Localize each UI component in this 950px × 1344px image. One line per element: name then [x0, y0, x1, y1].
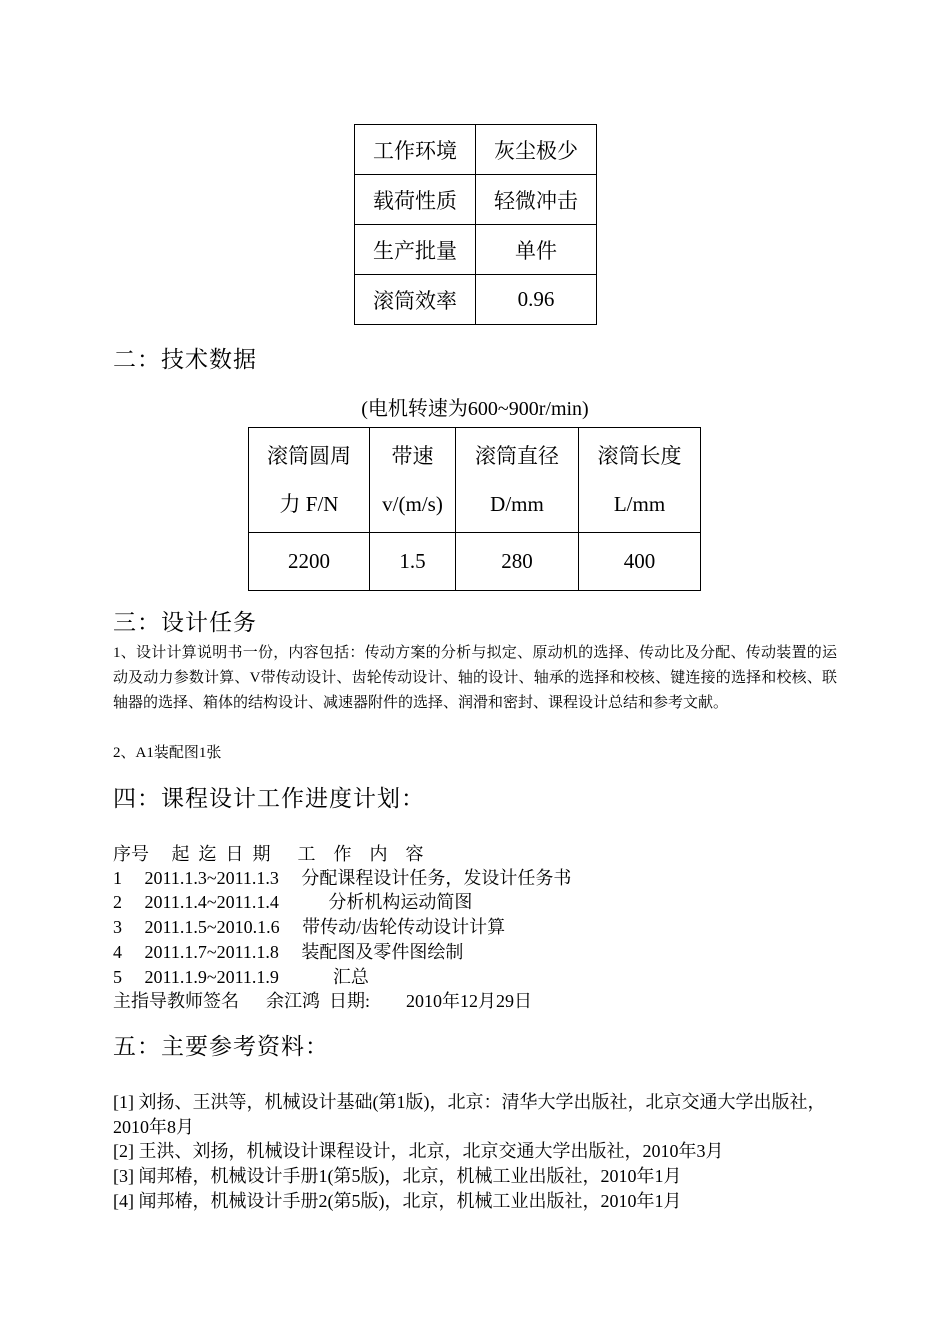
section-heading-tech-data: 二：技术数据 [113, 347, 257, 373]
header-line: 滚筒圆周 [267, 444, 351, 468]
table-caption: (电机转速为600~900r/min) [361, 398, 589, 420]
reference-item: [2] 王洪、刘扬，机械设计课程设计，北京，北京交通大学出版社，2010年3月 [113, 1141, 724, 1161]
section-heading-schedule: 四：课程设计工作进度计划： [113, 786, 425, 812]
table-row [249, 533, 701, 591]
task-item-1: 1、设计计算说明书一份，内容包括：传动方案的分析与拟定、原动机的选择、传动比及分配、传动装置的运动及动力参数计算、V带传动设计、齿轮传动设计、轴的设计、轴承的选择和校核、键连接的选择和校核、联轴器的选择、箱体的结构设计、减速器附件的选择、润滑和密封、课程设计总结和参考文献。 [113, 645, 837, 711]
header-line: 力 F/N [279, 492, 339, 516]
table-row [355, 175, 597, 225]
table-cell: 0.96 [476, 275, 597, 325]
header-line: 滚筒直径 [475, 444, 559, 468]
table-cell: 灰尘极少 [476, 125, 597, 175]
table-cell: 1.5 [370, 533, 456, 591]
reference-item: [1] 刘扬、王洪等，机械设计基础(第1版)，北京：清华大学出版社，北京交通大学出版社，2010年8月 [113, 1092, 826, 1137]
table-header-cell [456, 428, 579, 533]
environment-table [354, 124, 597, 325]
table-cell: 载荷性质 [355, 175, 476, 225]
reference-item: [4] 闻邦椿，机械设计手册2(第5版)，北京，机械工业出版社，2010年1月 [113, 1191, 682, 1211]
signature-line: 主指导教师签名 余江鸿 日期: 2010年12月29日 [113, 991, 532, 1011]
header-line: 滚筒长度 [597, 444, 682, 468]
table-cell: 生产批量 [355, 225, 476, 275]
table-cell: 280 [456, 533, 579, 591]
header-line: L/mm [613, 492, 666, 516]
schedule-row: 4 2011.1.7~2011.1.8 装配图及零件图绘制 [113, 942, 464, 962]
table-header-cell [370, 428, 456, 533]
reference-item: [3] 闻邦椿，机械设计手册1(第5版)，北京，机械工业出版社，2010年1月 [113, 1166, 682, 1186]
schedule-row: 3 2011.1.5~2010.1.6 带传动/齿轮传动设计计算 [113, 917, 506, 937]
schedule-header: 序号 起 迄 日 期 工 作 内 容 [113, 844, 424, 864]
tech-data-table [248, 427, 701, 591]
table-header-cell [579, 428, 701, 533]
table-cell: 滚筒效率 [355, 275, 476, 325]
table-row [355, 225, 597, 275]
header-line: v/(m/s) [382, 492, 443, 516]
table-cell: 工作环境 [355, 125, 476, 175]
schedule-row: 5 2011.1.9~2011.1.9 汇总 [113, 967, 369, 987]
section-heading-references: 五：主要参考资料： [113, 1034, 329, 1060]
schedule-row: 2 2011.1.4~2011.1.4 分析机构运动简图 [113, 892, 473, 912]
table-row [355, 125, 597, 175]
table-cell: 轻微冲击 [476, 175, 597, 225]
table-cell: 单件 [476, 225, 597, 275]
section-heading-design-tasks: 三：设计任务 [113, 610, 257, 636]
table-cell: 2200 [249, 533, 370, 591]
table-cell: 400 [579, 533, 701, 591]
header-line: D/mm [490, 492, 544, 516]
table-header-row [249, 428, 701, 533]
header-line: 带速 [391, 444, 434, 468]
table-row [355, 275, 597, 325]
task-item-2: 2、A1装配图1张 [113, 745, 222, 761]
table-header-cell [249, 428, 370, 533]
schedule-row: 1 2011.1.3~2011.1.3 分配课程设计任务，发设计任务书 [113, 868, 572, 888]
